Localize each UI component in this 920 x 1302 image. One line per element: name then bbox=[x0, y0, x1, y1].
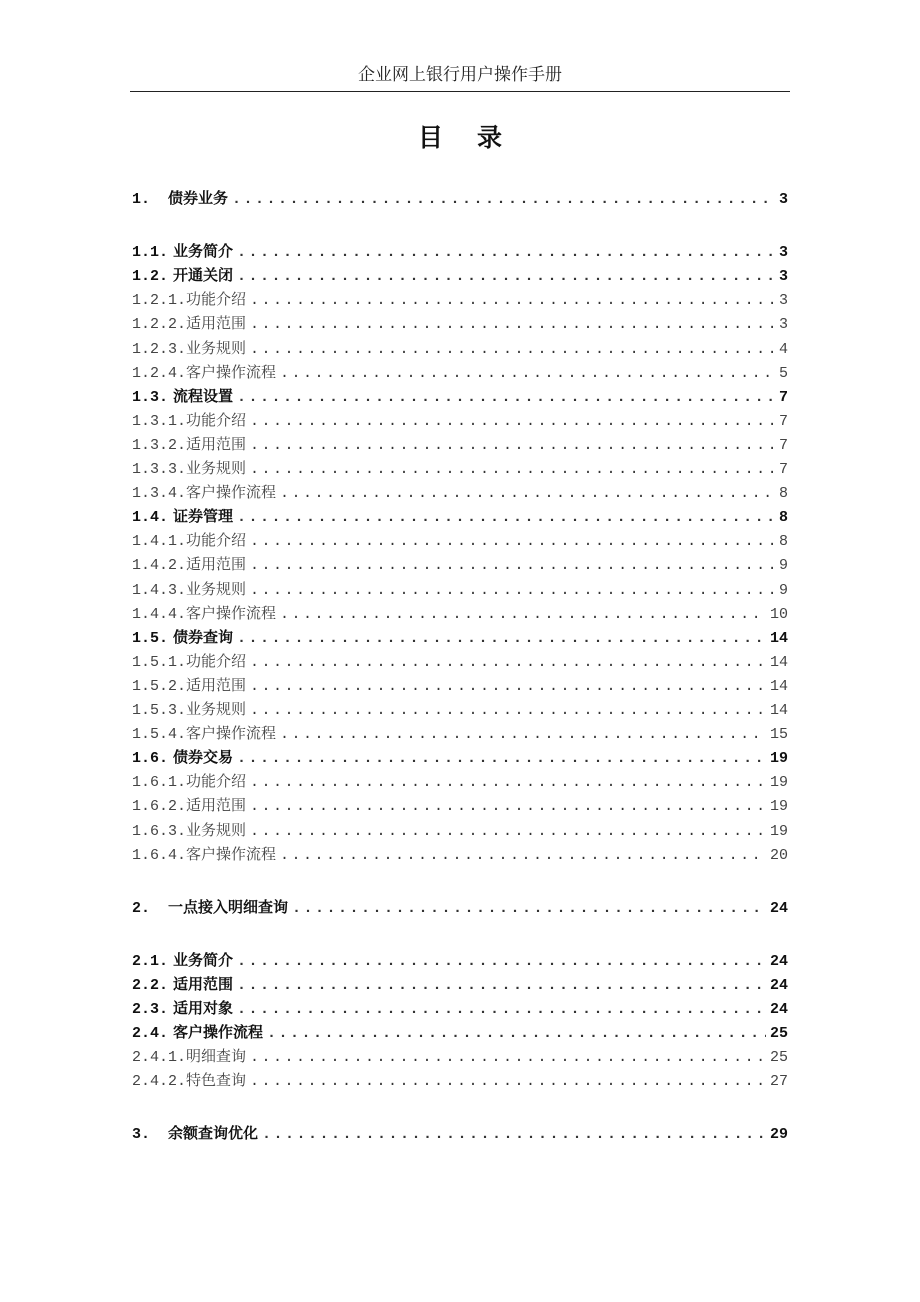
toc-entry[interactable] bbox=[132, 674, 788, 696]
toc-entry-title: 适用范围 bbox=[186, 314, 247, 333]
toc-dot-leader bbox=[250, 533, 775, 548]
toc-entry[interactable] bbox=[132, 794, 788, 816]
toc-entry-number: 2.2. bbox=[132, 976, 169, 994]
toc-dot-leader bbox=[250, 341, 775, 356]
toc-entry-title: 适用范围 bbox=[186, 675, 247, 694]
toc-entry[interactable] bbox=[132, 1069, 788, 1091]
toc-dot-leader bbox=[232, 191, 775, 206]
toc-entry-page-number: 8 bbox=[778, 533, 788, 551]
toc-entry-page-number: 24 bbox=[769, 976, 788, 994]
toc-entry[interactable] bbox=[132, 505, 788, 527]
toc-dot-leader bbox=[237, 977, 766, 992]
toc-entry-title: 业务简介 bbox=[173, 242, 234, 261]
toc-dot-leader bbox=[250, 292, 775, 307]
toc-entry-page-number: 10 bbox=[769, 605, 788, 623]
toc-dot-leader bbox=[292, 900, 766, 915]
toc-entry[interactable] bbox=[132, 626, 788, 648]
toc-entry-title: 一点接入明细查询 bbox=[168, 897, 289, 916]
toc-dot-leader bbox=[250, 437, 775, 452]
toc-entry[interactable] bbox=[132, 1021, 788, 1043]
toc-entry-number: 1.5.3. bbox=[132, 702, 187, 719]
toc-entry-number: 1.4.1. bbox=[132, 533, 187, 551]
toc-entry-number: 1.3.4. bbox=[132, 485, 187, 503]
toc-entry-number: 1.6. bbox=[132, 750, 169, 768]
toc-entry-number: 1.6.4. bbox=[132, 846, 187, 864]
toc-entry-title: 适用范围 bbox=[186, 796, 247, 815]
toc-entry-page-number: 14 bbox=[769, 653, 788, 671]
toc-entry[interactable] bbox=[132, 896, 788, 918]
toc-entry-title: 功能介绍 bbox=[186, 290, 247, 309]
toc-entry-page-number: 19 bbox=[769, 774, 788, 792]
toc-entry-title: 客户操作流程 bbox=[186, 724, 277, 743]
toc-entry-title: 功能介绍 bbox=[186, 410, 247, 429]
toc-entry-number: 1.3.3. bbox=[132, 461, 187, 478]
toc-entry-title: 债券交易 bbox=[173, 748, 234, 767]
toc-entry-number: 1.3.2. bbox=[132, 436, 187, 454]
toc-entry[interactable] bbox=[132, 288, 788, 310]
toc-entry[interactable] bbox=[132, 819, 788, 841]
toc-entry-page-number: 3 bbox=[778, 191, 788, 208]
toc-entry-page-number: 24 bbox=[769, 1001, 788, 1018]
toc-entry-title: 余额查询优化 bbox=[168, 1124, 259, 1143]
toc-entry-page-number: 7 bbox=[778, 436, 788, 454]
toc-entry[interactable] bbox=[132, 409, 788, 431]
toc-dot-leader bbox=[237, 268, 775, 283]
toc-entry-title: 业务规则 bbox=[186, 338, 247, 357]
toc-entry-page-number: 14 bbox=[769, 677, 788, 695]
toc-entry-title: 明细查询 bbox=[186, 1047, 247, 1066]
toc-entry-title: 适用对象 bbox=[173, 999, 234, 1017]
toc-entry[interactable] bbox=[132, 529, 788, 551]
toc-entry-title: 客户操作流程 bbox=[186, 844, 277, 863]
toc-entry-page-number: 3 bbox=[778, 316, 788, 334]
toc-entry[interactable] bbox=[132, 650, 788, 672]
toc-entry-title: 客户操作流程 bbox=[186, 362, 277, 381]
toc-entry[interactable] bbox=[132, 997, 788, 1019]
toc-entry-title: 业务规则 bbox=[186, 459, 247, 477]
toc-entry[interactable] bbox=[132, 361, 788, 383]
toc-dot-leader bbox=[237, 1001, 766, 1016]
toc-entry[interactable] bbox=[132, 337, 788, 359]
toc-dot-leader bbox=[267, 1025, 766, 1040]
toc-entry-number: 1.4. bbox=[132, 509, 169, 527]
toc-entry-page-number: 25 bbox=[769, 1025, 788, 1043]
toc-entry-title: 业务简介 bbox=[173, 950, 234, 969]
toc-entry[interactable] bbox=[132, 312, 788, 334]
toc-dot-leader bbox=[250, 316, 775, 331]
toc-entry[interactable] bbox=[132, 698, 788, 720]
toc-entry[interactable] bbox=[132, 746, 788, 768]
toc-entry[interactable] bbox=[132, 264, 788, 286]
toc-entry-page-number: 25 bbox=[769, 1049, 788, 1067]
toc-entry-page-number: 19 bbox=[769, 822, 788, 840]
toc-entry-number: 2.4.2. bbox=[132, 1073, 187, 1091]
toc-dot-leader bbox=[237, 509, 775, 524]
toc-entry-page-number: 24 bbox=[769, 899, 788, 917]
toc-dot-leader bbox=[250, 413, 775, 428]
toc-entry-number: 1.4.3. bbox=[132, 581, 187, 599]
toc-entry[interactable] bbox=[132, 1045, 788, 1067]
toc-entry[interactable] bbox=[132, 457, 788, 479]
toc-dot-leader bbox=[262, 1126, 766, 1141]
toc-entry-title: 功能介绍 bbox=[186, 531, 247, 550]
toc-dot-leader bbox=[250, 461, 775, 476]
toc-entry-page-number: 3 bbox=[778, 292, 788, 310]
toc-entry-number: 1.6.2. bbox=[132, 798, 187, 816]
toc-dot-leader bbox=[250, 557, 775, 572]
toc-entry-number: 1.5.1. bbox=[132, 653, 187, 671]
toc-entry[interactable] bbox=[132, 553, 788, 575]
toc-entry[interactable] bbox=[132, 385, 788, 407]
toc-dot-leader bbox=[250, 774, 766, 789]
toc-entry-page-number: 7 bbox=[778, 461, 788, 478]
toc-dot-leader bbox=[237, 630, 766, 645]
toc-entry-page-number: 7 bbox=[778, 388, 788, 406]
toc-entry[interactable] bbox=[132, 843, 788, 865]
toc-entry-page-number: 14 bbox=[769, 702, 788, 719]
toc-entry-page-number: 19 bbox=[769, 750, 788, 768]
toc-dot-leader bbox=[280, 606, 766, 621]
toc-dot-leader bbox=[237, 244, 775, 259]
toc-entry-title: 特色查询 bbox=[186, 1071, 247, 1090]
toc-entry-title: 客户操作流程 bbox=[186, 483, 277, 502]
toc-entry-number: 1.2. bbox=[132, 268, 169, 286]
toc-entry-page-number: 8 bbox=[778, 509, 788, 527]
toc-dot-leader bbox=[250, 654, 766, 669]
toc-entry-number: 1.2.3. bbox=[132, 340, 187, 358]
toc-entry-page-number: 14 bbox=[769, 629, 788, 647]
toc-entry-number: 3. bbox=[132, 1126, 151, 1144]
toc-entry-page-number: 9 bbox=[778, 557, 788, 575]
toc-entry-number: 1.1. bbox=[132, 244, 169, 262]
toc-entry-title: 客户操作流程 bbox=[186, 603, 277, 622]
toc-dot-leader bbox=[250, 823, 766, 838]
page-header-title: 企业网上银行用户操作手册 bbox=[358, 65, 562, 85]
toc-entry-number: 2.4. bbox=[132, 1025, 169, 1043]
toc-entry-title: 适用范围 bbox=[173, 974, 234, 993]
toc-entry[interactable] bbox=[132, 602, 788, 624]
toc-entry-title: 开通关闭 bbox=[173, 266, 234, 285]
toc-entry-page-number: 27 bbox=[769, 1073, 788, 1091]
toc-entry-page-number: 24 bbox=[769, 952, 788, 970]
toc-entry-number: 1.2.4. bbox=[132, 364, 187, 382]
toc-dot-leader bbox=[250, 702, 766, 717]
toc-entry-title: 适用范围 bbox=[186, 434, 247, 453]
toc-entry-title: 功能介绍 bbox=[186, 651, 247, 670]
toc-entry-number: 1.3.1. bbox=[132, 412, 187, 430]
toc-entry[interactable] bbox=[132, 481, 788, 503]
toc-dot-leader bbox=[237, 389, 775, 404]
toc-entry-page-number: 29 bbox=[769, 1126, 788, 1144]
toc-entry-number: 1. bbox=[132, 191, 151, 208]
toc-entry-title: 业务规则 bbox=[186, 700, 247, 718]
toc-entry[interactable] bbox=[132, 770, 788, 792]
toc-entry-number: 2.4.1. bbox=[132, 1049, 187, 1067]
toc-entry[interactable] bbox=[132, 578, 788, 600]
toc-entry-title: 功能介绍 bbox=[186, 772, 247, 791]
toc-entry[interactable] bbox=[132, 1122, 788, 1144]
toc-entry-title: 债券查询 bbox=[173, 627, 234, 646]
toc-entry-page-number: 9 bbox=[778, 581, 788, 599]
toc-entry-page-number: 20 bbox=[769, 846, 788, 864]
toc-entry-number: 2.1. bbox=[132, 952, 169, 970]
toc-entry-page-number: 8 bbox=[778, 485, 788, 503]
toc-entry[interactable] bbox=[132, 187, 788, 209]
toc-dot-leader bbox=[250, 1049, 766, 1064]
toc-entry[interactable] bbox=[132, 433, 788, 455]
toc-dot-leader bbox=[237, 750, 766, 765]
toc-entry-title: 业务规则 bbox=[186, 820, 247, 839]
toc-entry[interactable] bbox=[132, 949, 788, 971]
toc-entry-title: 业务规则 bbox=[186, 579, 247, 598]
toc-entry-number: 2. bbox=[132, 899, 151, 917]
toc-entry-title: 客户操作流程 bbox=[173, 1023, 264, 1042]
toc-dot-leader bbox=[280, 847, 766, 862]
toc-dot-leader bbox=[237, 953, 766, 968]
toc-entry[interactable] bbox=[132, 240, 788, 262]
toc-dot-leader bbox=[280, 726, 766, 741]
toc-entry-page-number: 4 bbox=[778, 340, 788, 358]
toc-entry-number: 1.5.2. bbox=[132, 677, 187, 695]
toc-entry-title: 流程设置 bbox=[173, 386, 234, 405]
toc-dot-leader bbox=[250, 678, 766, 693]
toc-dot-leader bbox=[250, 1073, 766, 1088]
toc-entry-page-number: 5 bbox=[778, 364, 788, 382]
toc-entry-page-number: 3 bbox=[778, 268, 788, 286]
toc-entry-number: 2.3. bbox=[132, 1001, 169, 1018]
toc-entry[interactable] bbox=[132, 722, 788, 744]
toc-entry-page-number: 15 bbox=[769, 726, 788, 744]
toc-dot-leader bbox=[280, 365, 775, 380]
toc-entry-number: 1.6.1. bbox=[132, 774, 187, 792]
header-divider bbox=[130, 91, 790, 92]
toc-entry-title: 债券业务 bbox=[168, 189, 229, 207]
toc-entry-number: 1.5.4. bbox=[132, 726, 187, 744]
toc-entry-number: 1.2.2. bbox=[132, 316, 187, 334]
toc-dot-leader bbox=[250, 798, 766, 813]
toc-entry-number: 1.2.1. bbox=[132, 292, 187, 310]
toc-entry-number: 1.4.4. bbox=[132, 605, 187, 623]
toc-entry-number: 1.3. bbox=[132, 388, 169, 406]
toc-entry-title: 证券管理 bbox=[173, 507, 234, 526]
toc-entry-title: 适用范围 bbox=[186, 555, 247, 574]
toc-entry-number: 1.4.2. bbox=[132, 557, 187, 575]
toc-dot-leader bbox=[250, 582, 775, 597]
toc-title: 目录 bbox=[417, 123, 536, 152]
toc-entry-page-number: 7 bbox=[778, 412, 788, 430]
toc-entry-number: 1.5. bbox=[132, 629, 169, 647]
toc-entry[interactable] bbox=[132, 973, 788, 995]
toc-dot-leader bbox=[280, 485, 775, 500]
toc-entry-page-number: 19 bbox=[769, 798, 788, 816]
toc-entry-number: 1.6.3. bbox=[132, 822, 187, 840]
toc-entry-page-number: 3 bbox=[778, 244, 788, 262]
